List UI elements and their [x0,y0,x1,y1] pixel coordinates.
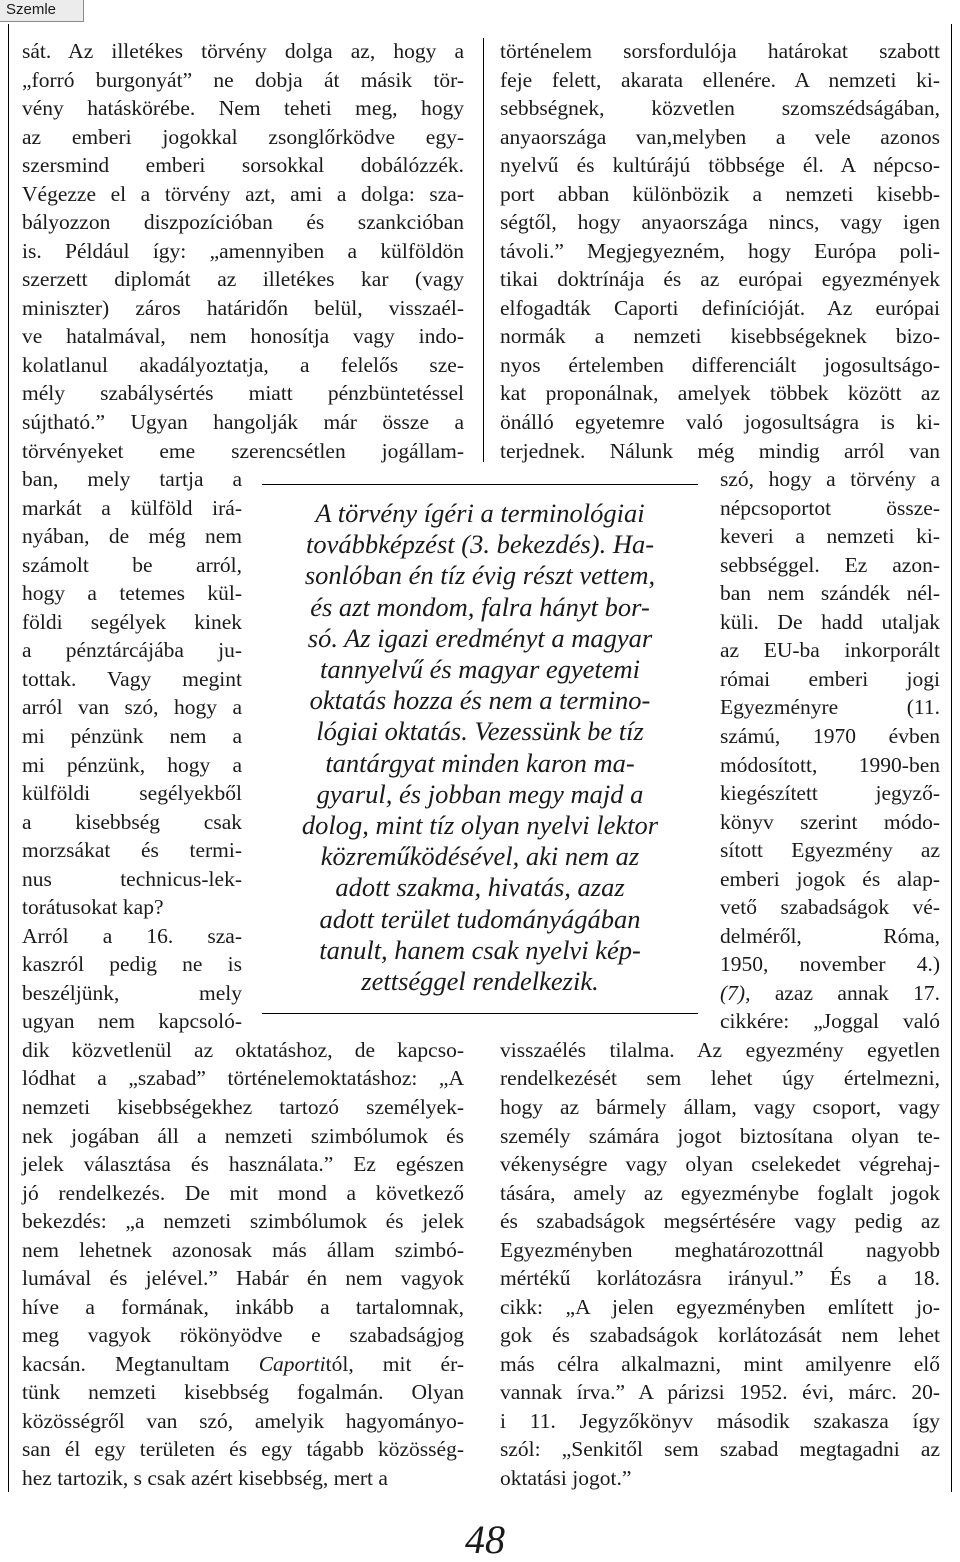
right-text-line: küli. De hadd utaljak [720,609,940,634]
left-text-line: miniszter) záros határidőn belül, visszaél- [22,295,464,320]
pull-quote-bottom-rule [262,1013,698,1014]
left-text-line: nus technicus-lek- [22,866,242,891]
pull-quote-line: és azt mondom, falra hányt bor- [310,591,650,622]
left-text-line: jelek választása és használata.” Ez egészen [22,1152,464,1177]
right-text-line: i 11. Jegyzőkönyv második szakasza így [500,1408,940,1433]
right-text-line: tására, amely az egyezménybe foglalt jogok [500,1180,940,1205]
left-text-line: torátusokat kap? [22,895,164,920]
pull-quote-top-rule [262,484,698,485]
left-text-line: dik közvetlenül az oktatáshoz, de kapcso- [22,1037,464,1062]
pull-quote-line: adott terület tudományágában [319,903,641,934]
pull-quote-line: tanult, hanem csak nyelvi kép- [319,934,641,965]
right-text-line: az EU-ba inkorporált [720,638,940,663]
left-text-line: nemzeti kisebbségekhez tartozó személyek- [22,1094,464,1119]
right-text-line: terjednek. Nálunk még mindig arról van [500,438,940,463]
right-text-line: számú, 1970 évben [720,723,940,748]
left-text-line: nyában, de még nem [22,524,242,549]
left-text-line: bályozzon diszpozícióban és szankcióban [22,210,464,235]
right-text-line: mértékű korlátozásra irányul.” És a 18. [500,1266,940,1291]
pull-quote-line: só. Az igazi eredményt a magyar [307,622,653,653]
right-margin-rule [951,24,952,1492]
right-text-line: és szabadságok megsértésére vagy pedig az [500,1209,940,1234]
left-text-line: san él egy területen és egy tágabb közösség- [22,1437,464,1462]
page-number: 48 [465,1517,505,1562]
left-text-line: külföldi segélyekből [22,781,242,806]
pull-quote-line: oktatás hozza és nem a termino- [309,685,651,716]
right-text-line: delméről, Róma, [720,923,940,948]
left-text-line: Arról a 16. sza- [22,923,242,948]
left-text-line: törvényeket eme szerencsétlen jogállam- [22,438,464,463]
left-text-line: hogy a tetemes kül- [22,581,242,606]
left-text-line: Végezze el a törvény azt, ami a dolga: sza- [22,181,464,206]
left-text-line: arról van szó, hogy a [22,695,242,720]
left-text-line: nem lehetnek azonosak más állam szimbó- [22,1237,464,1262]
left-text-line: beszéljünk, mely [22,980,242,1005]
right-text-line: ban nem szándék nél- [720,581,940,606]
left-text-line: földi segélyek kinek [22,609,242,634]
left-text-line: bekezdés: „a nemzeti szimbólumok és jelek [22,1209,464,1234]
left-text-line: hez tartozik, s csak azért kisebbség, mert a [22,1466,388,1490]
pull-quote-line: továbbképzést (3. bekezdés). Ha- [305,529,655,560]
right-text-line: elfogadták Caporti definícióját. Az európai [500,295,940,320]
pull-quote-line: közreműködésével, aki nem az [320,841,640,872]
right-text-line: népcsoportot össze- [720,495,940,520]
right-text-line: módosított, 1990-ben [720,752,940,777]
right-text-line: kat proponálnak, amelyek többek között az [500,381,940,406]
left-text-line: jó rendelkezés. De mit mond a következő [22,1180,464,1205]
right-text-line: ségtől, hogy anyaországa nincs, vagy igen [500,210,940,235]
right-text-line: könyv szerint módo- [720,809,940,834]
left-text-line: a pénztárcájába ju- [22,638,242,663]
pull-quote-line: lógiai oktatás. Vezessünk be tíz [316,716,644,747]
left-text-line: tünk nemzeti kisebbség fogalmán. Olyan [22,1380,464,1405]
section-header-tab: Szemle [0,0,84,22]
right-text-line: Egyezményre (11. [720,695,940,720]
left-text-line: közösségről van szó, amelyik hagyományo- [22,1408,464,1433]
right-text-line: cikkére: „Joggal való [720,1009,940,1034]
right-text-line: emberi jogok és alap- [720,866,940,891]
left-margin-rule [8,24,9,1492]
left-text-line: tottak. Vagy megint [22,666,242,691]
pull-quote-line: gyarul, és jobban megy majd a [316,778,644,809]
pull-quote-line: tannyelvű és magyar egyetemi [319,654,641,684]
right-text-line: rendelkezését sem lehet úgy értelmezni, [500,1066,940,1091]
left-text-line: mi pénzünk nem a [22,723,242,748]
right-text-line: tikai doktrínája és az európai egyezmények [500,267,940,292]
right-text-line: kiegészített jegyző- [720,781,940,806]
pull-quote-line: dolog, mint tíz olyan nyelvi lektor [301,810,659,840]
right-text-line: vannak írva.” A párizsi 1952. évi, márc. 20- [500,1380,940,1405]
right-text-line: port abban különbözik a nemzeti kisebb- [500,181,940,206]
left-text-line: szerzett diplomát az illetékes kar (vagy [22,267,464,292]
right-text-line: vékenységre vagy olyan cselekedet végrehaj- [500,1152,940,1177]
left-text-line: szersmind emberi sorsokkal dobálózzék. [22,153,464,178]
left-text-line: morzsákat és termi- [22,838,242,863]
left-text-line: mély szabálysértés miatt pénzbüntetéssel [22,381,464,406]
right-text-line: szól: „Senkitől sem szabad megtagadni az [500,1437,940,1462]
right-text-line: történelem sorsfordulója határokat szabott [500,39,940,63]
right-text-line: visszaélés tilalma. Az egyezmény egyetlen [500,1037,940,1062]
pull-quote-line: zettséggel rendelkezik. [361,966,599,996]
right-text-line: római emberi jogi [720,666,940,691]
right-text-line: hogy az bármely állam, vagy csoport, vagy [500,1094,940,1119]
right-text-line: önálló egyetemre való jogosultságra is ki- [500,410,940,435]
left-text-line: „forró burgonyát” ne dobja át másik tör- [22,67,464,92]
right-text-line: feje felett, akarata ellenére. A nemzeti ki- [500,67,940,92]
left-text-line: lumával és jelével.” Habár én nem vagyok [22,1266,464,1291]
left-text-line: lódhat a „szabad” történelemoktatáshoz: „A [22,1066,464,1091]
pull-quote-line: A törvény ígéri a terminológiai [315,498,645,528]
left-text-line: vény hatáskörébe. Nem teheti meg, hogy [22,96,464,121]
left-text-line: kaszról pedig ne is [22,952,242,977]
right-text-line: sebbséggel. Ez azon- [720,552,940,577]
left-text-line: kolatlanul akadályoztatja, a felelős sze- [22,352,464,377]
right-text-line: személy számára jogot biztosítana olyan te- [500,1123,940,1148]
right-text-line: sebbségnek, közvetlen szomszédságában, [500,96,940,121]
left-text-line: meg vagyok rökönyödve e szabadságjog [22,1323,464,1348]
right-text-line: cikk: „A jelen egyezményben említett jo- [500,1294,940,1319]
left-text-line: sújtható.” Ugyan hangolják már össze a [22,410,464,435]
left-text-line: mi pénzünk, hogy a [22,752,242,777]
pull-quote-line: sonlóban én tíz évig részt vettem, [304,560,656,591]
left-text-line: markát a külföld irá- [22,495,242,520]
right-text-line: nyelvű és kultúrájú többsége él. A népcso- [500,153,940,178]
left-text-line: sát. Az illetékes törvény dolga az, hogy a [22,39,464,63]
left-text-line: ve hatalmával, nem honosítja vagy indo- [22,324,464,349]
right-text-line: keveri a nemzeti ki- [720,524,940,549]
left-text-line: híve a formának, inkább a tartalomnak, [22,1294,464,1319]
left-text-line: is. Például így: „amennyiben a külföldön [22,238,464,263]
right-text-line: vető szabadságok vé- [720,895,940,920]
left-text-line: ban, mely tartja a [22,467,242,492]
right-text-line: (7), azaz annak 17. [720,980,940,1005]
right-text-line: sított Egyezmény az [720,838,940,863]
left-text-line: kacsán. Megtanultam Caportitól, mit ér- [22,1351,464,1376]
left-text-line: az emberi jogokkal zsonglőrködve egy- [22,124,464,149]
left-text-line: a kisebbség csak [22,809,242,834]
left-text-line: ugyan nem kapcsoló- [22,1009,242,1034]
right-text-line: normák a nemzeti kisebbségeknek bizo- [500,324,940,349]
right-text-line: szó, hogy a törvény a [720,467,940,492]
right-text-line: más célra alkalmazni, mint amilyenre elő [500,1351,940,1376]
column-separator-rule [483,38,484,462]
left-text-line: számolt be arról, [22,552,242,577]
right-text-line: anyaországa van,melyben a vele azonos [500,124,940,149]
right-text-line: távoli.” Megjegyezném, hogy Európa poli- [500,238,940,263]
right-text-line: oktatási jogot.” [500,1466,632,1490]
right-text-line: nyos értelemben differenciált jogosultságo- [500,352,940,377]
left-text-line: nek jogában áll a nemzeti szimbólumok és [22,1123,464,1148]
right-text-line: gok és szabadságok korlátozását nem lehet [500,1323,940,1348]
pull-quote-line: tantárgyat minden karon ma- [325,747,635,778]
right-text-line: Egyezményben meghatározottnál nagyobb [500,1237,940,1262]
right-text-line: 1950, november 4.) [720,952,940,977]
pull-quote-line: adott szakma, hivatás, azaz [335,872,625,903]
